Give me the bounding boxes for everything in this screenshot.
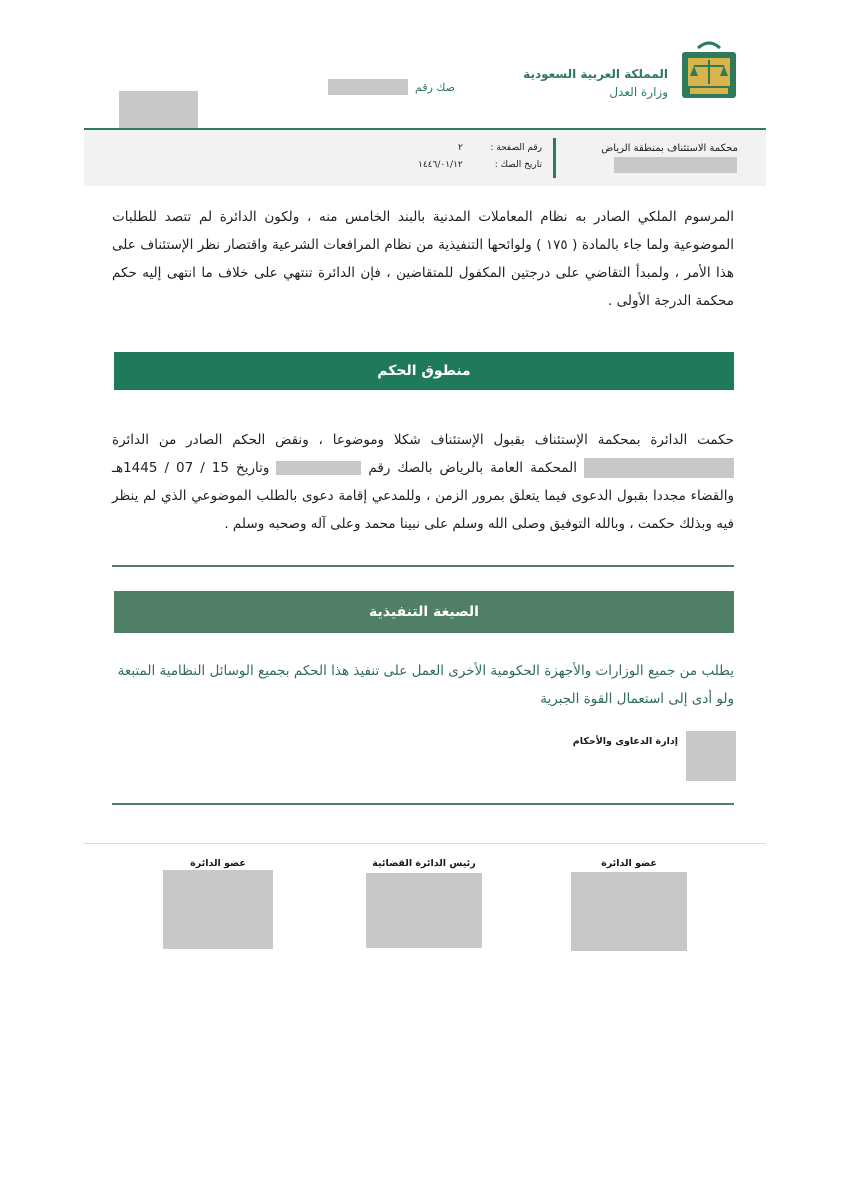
header-rule [84,128,766,130]
execution-title-bar: الصيغة التنفيذية [114,591,734,633]
department-stamp-redacted [686,731,736,781]
execution-text: يطلب من جميع الوزارات والأجهزة الحكومية الأخرى العمل على تنفيذ هذا الحكم بجميع الوسائل النظامية المتبعة ولو أدى إلى استعمال القوة الجبرية [117,663,734,707]
verdict-text-4: والقضاء مجددا بقبول الدعوى فيما يتعلق بمرور الزمن ، وللمدعي إقامة دعوى بالطلب الموضوعي الذي لم ينظر فيه وبذلك حكمت ، وبالله التوفيق وصلى الله وسلم على نبينا محمد وعلى آله وصحبه وسلم . [112,488,734,532]
case-number-redacted [276,461,361,475]
signature-right-redacted [571,872,687,951]
section-rule-1 [112,565,734,567]
signature-role-center: رئيس الدائرة القضائية [372,858,476,869]
deed-date-label: تاريخ الصك : [494,160,542,170]
court-detail-redacted [614,157,737,173]
deed-date-value: ١٤٤٦/٠١/١٢ [418,160,463,170]
kingdom-name: المملكة العربية السعودية [523,67,668,81]
verdict-text-1: حكمت الدائرة بمحكمة الإستئناف بقبول الإستئناف شكلا وموضوعا ، ونقض الحكم الصادر من الدائرة [112,432,734,448]
verdict-text-3: وتاريخ 15 / 07 / 1445هـ [112,460,270,476]
signature-role-left: عضو الدائرة [190,858,246,869]
verdict-paragraph [112,426,734,538]
court-name: محكمة الاستئناف بمنطقة الرياض [601,143,738,154]
deed-number-redacted [328,79,408,95]
page-number-value: ٢ [458,143,463,153]
circuit-redacted [584,458,734,478]
intro-paragraph: المرسوم الملكي الصادر به نظام المعاملات المدنية بالبند الخامس منه ، ولكون الدائرة لم تتصد للطلبات الموضوعية ولما جاء بالمادة ( ١٧٥ ) ولوائحها التنفيذية من نظام المرافعات الشرعية واقتصار نظر الإستئناف على هذا الأمر ، ولمبدأ التقاضي على درجتين المكفول للمتقاضين ، فإن الدائرة تنتهي على خلاف ما انتهى إليه حكم محكمة الدرجة الأولى . [112,209,735,309]
signature-center-redacted [366,873,482,948]
page-number-label: رقم الصفحة : [490,143,542,153]
department-label: إدارة الدعاوى والأحكام [572,736,678,747]
header-divider [553,138,556,178]
verdict-text-2: المحكمة العامة بالرياض بالصك رقم [368,460,577,476]
footer-rule [84,843,766,844]
signature-left-redacted [163,870,273,949]
section-rule-2 [112,803,734,805]
signature-role-right: عضو الدائرة [601,858,657,869]
ministry-logo [680,38,738,100]
ministry-name: وزارة العدل [609,85,668,99]
deed-number-label: صك رقم [415,81,455,94]
verdict-title-bar: منطوق الحكم [114,352,734,390]
